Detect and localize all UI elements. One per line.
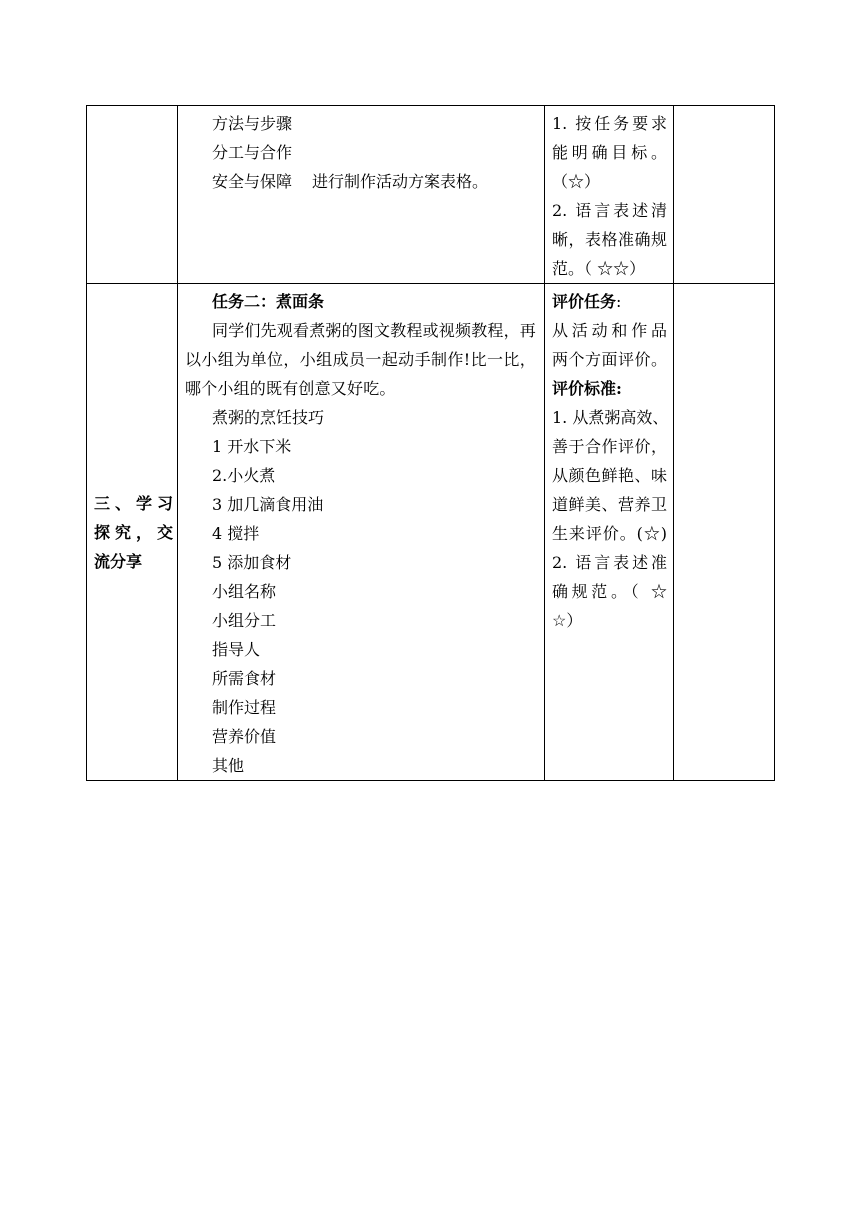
evaluation-cell bbox=[545, 284, 674, 781]
eval-task-label: 评价任务 bbox=[552, 292, 617, 311]
content-line: 4 搅拌 bbox=[212, 524, 260, 543]
content-line: 所需食材 bbox=[212, 669, 277, 688]
stage-line: 三、学习 bbox=[94, 493, 173, 513]
stage-line: 探究，交 bbox=[94, 522, 173, 542]
content-line: 营养价值 bbox=[212, 727, 277, 746]
eval-line: ☆） bbox=[552, 611, 583, 630]
content-line: 1 开水下米 bbox=[212, 437, 292, 456]
eval-line: 范。（ ☆☆） bbox=[552, 259, 646, 278]
eval-line: 从颜色鲜艳、味 bbox=[552, 466, 667, 485]
content-line: 分工与合作 bbox=[212, 143, 293, 162]
eval-standard-label: 评价标准: bbox=[552, 379, 622, 398]
activity-content-cell bbox=[178, 284, 545, 781]
activity-content-cell bbox=[178, 106, 545, 284]
eval-line: 善于合作评价， bbox=[552, 437, 667, 456]
content-line-label: 安全与保障 bbox=[212, 172, 293, 191]
task-title: 任务二：煮面条 bbox=[212, 292, 325, 311]
table-row bbox=[87, 106, 775, 284]
content-line: 小组分工 bbox=[212, 611, 277, 630]
eval-line: 从活动和作品 bbox=[552, 321, 667, 340]
extra-cell bbox=[674, 284, 775, 781]
eval-line: 1. 按任务要求 bbox=[552, 114, 667, 133]
content-line: 方法与步骤 bbox=[212, 114, 293, 133]
eval-line: 生来评价。(☆) bbox=[552, 524, 667, 543]
eval-line: 能明确目标。 bbox=[552, 143, 667, 162]
extra-cell bbox=[674, 106, 775, 284]
evaluation-cell bbox=[545, 106, 674, 284]
eval-line: 2. 语言表述清 bbox=[552, 201, 667, 220]
content-line bbox=[185, 167, 536, 196]
content-line: 其他 bbox=[212, 756, 245, 775]
eval-task-colon: : bbox=[616, 292, 622, 311]
content-line: 小组名称 bbox=[212, 582, 277, 601]
lesson-plan-table bbox=[86, 105, 775, 781]
content-line: 5 添加食材 bbox=[212, 553, 292, 572]
stage-line: 流分享 bbox=[94, 551, 143, 571]
task-description: 同学们先观看煮粥的图文教程或视频教程，再以小组为单位，小组成员一起动手制作!比一比，哪个小组的既有创意又好吃。 bbox=[185, 321, 537, 398]
eval-line: 2. 语言表述准 bbox=[552, 553, 667, 572]
content-line: 指导人 bbox=[212, 640, 261, 659]
eval-task-heading bbox=[552, 287, 667, 316]
content-line: 3 加几滴食用油 bbox=[212, 495, 324, 514]
content-line: 制作过程 bbox=[212, 698, 277, 717]
eval-line: 道鲜美、营养卫 bbox=[552, 495, 667, 514]
content-line: 2.小火煮 bbox=[212, 466, 276, 485]
eval-line: 两个方面评价。 bbox=[552, 350, 667, 369]
eval-line: 确规范。（ ☆ bbox=[552, 582, 667, 601]
content-line-text: 进行制作活动方案表格。 bbox=[312, 172, 489, 191]
stage-cell bbox=[87, 106, 178, 284]
content-line: 煮粥的烹饪技巧 bbox=[212, 408, 325, 427]
eval-line: 晰，表格准确规 bbox=[552, 230, 667, 249]
eval-line: （☆） bbox=[552, 172, 601, 191]
stage-cell bbox=[87, 284, 178, 781]
eval-line: 1. 从煮粥高效、 bbox=[552, 408, 669, 427]
table-row bbox=[87, 284, 775, 781]
